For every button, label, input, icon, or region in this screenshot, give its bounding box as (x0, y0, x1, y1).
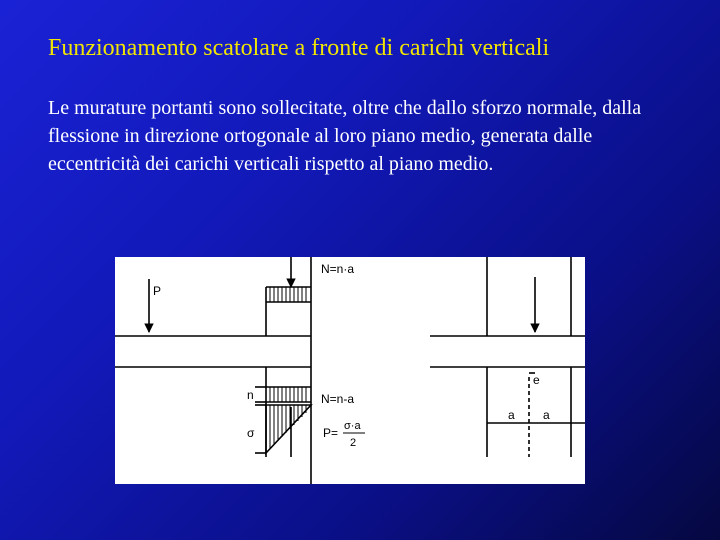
slide-title: Funzionamento scatolare a fronte di carichi verticali (48, 35, 550, 61)
label-n-mid: N=n-a (321, 392, 355, 406)
label-a-left: a (508, 408, 515, 422)
label-p-eq: P= (323, 426, 339, 440)
diagram-labels (153, 262, 550, 449)
slide-body-text: Le murature portanti sono sollecitate, oltre che dallo sforzo normale, dalla flessione in direzione ortogonale al loro piano medio, generata dalle eccentricità dei carichi verticali rispetto al piano medio. (48, 97, 642, 175)
stress-hatching (270, 287, 306, 449)
label-p-top: P (153, 284, 162, 298)
right-detail (430, 257, 585, 457)
wall-loading-diagram (115, 257, 585, 484)
label-sigma: σ (247, 426, 255, 440)
triangular-stress-block (266, 405, 311, 453)
label-n: n (247, 388, 254, 402)
label-e: e (533, 373, 540, 387)
label-frac-den: 2 (350, 437, 357, 449)
diagram-svg (115, 257, 585, 484)
label-n-top: N=n·a (321, 262, 355, 276)
label-frac-num: σ·a (344, 420, 361, 432)
label-a-right: a (543, 408, 550, 422)
